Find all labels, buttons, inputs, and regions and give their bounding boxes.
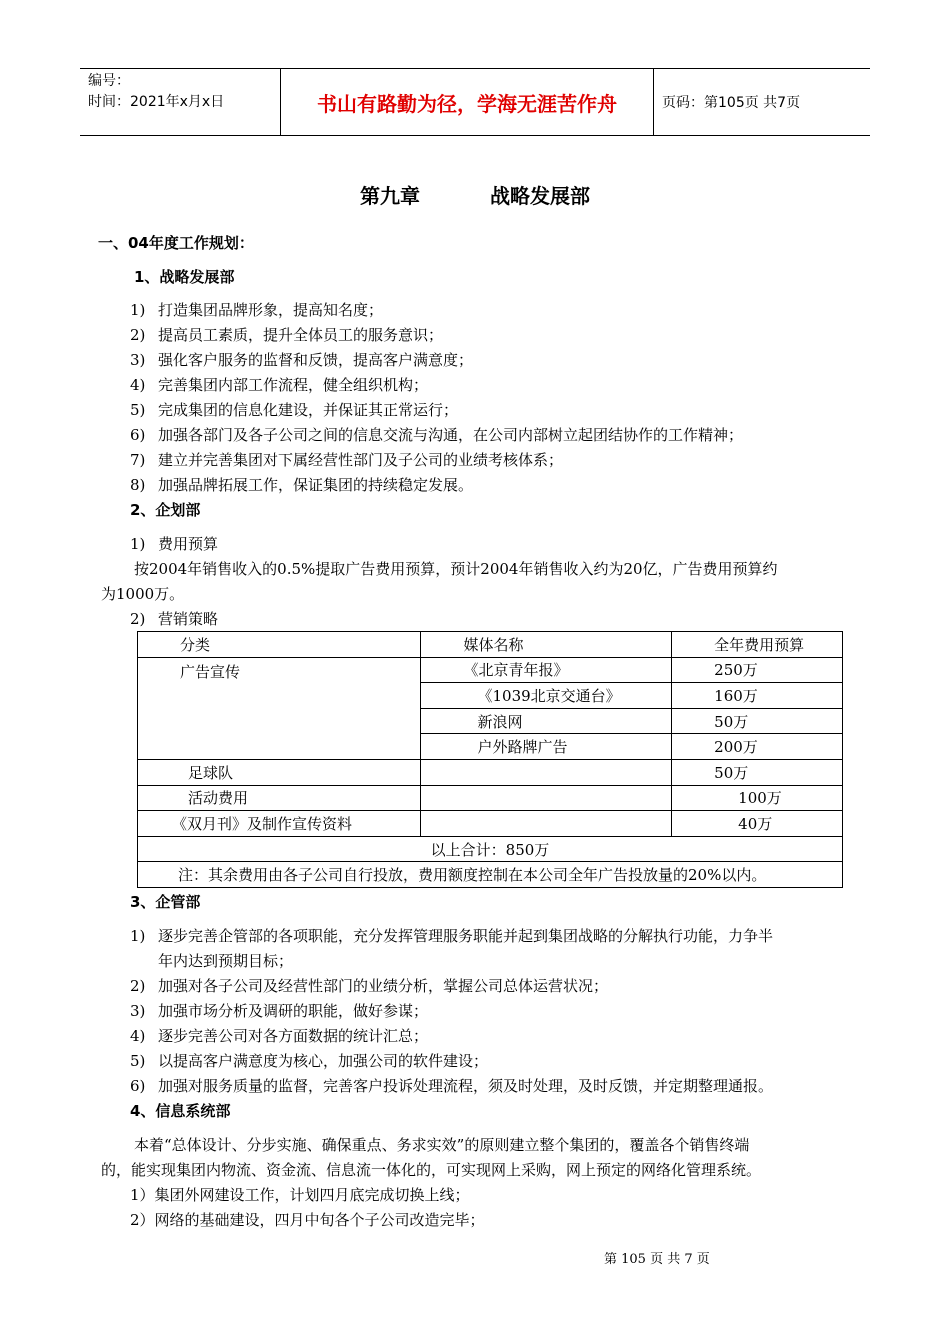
list-item: 3) 强化客户服务的监督和反馈，提高客户满意度； bbox=[130, 351, 474, 369]
table-cell-media: 《北京青年报》 bbox=[421, 657, 672, 683]
list-item: 5) 以提高客户满意度为核心，加强公司的软件建设； bbox=[130, 1052, 489, 1070]
list-item: 2）网络的基础建设，四月中旬各个子公司改造完毕； bbox=[130, 1211, 485, 1229]
chapter-number: 第九章 bbox=[360, 184, 420, 208]
paragraph-line: 为1000万。 bbox=[101, 585, 185, 603]
table-note: 注：其余费用由各子公司自行投放，费用额度控制在本公司全年广告投放量的20%以内。 bbox=[138, 862, 843, 888]
header-number: 编号： bbox=[88, 73, 130, 89]
table-cell-budget: 40万 bbox=[672, 811, 843, 837]
table-cell-media: 《1039北京交通台》 bbox=[421, 683, 672, 709]
table-cell-media bbox=[421, 785, 672, 811]
list-item: 1) 打造集团品牌形象，提高知名度； bbox=[130, 301, 384, 319]
list-item: 2) 加强对各子公司及经营性部门的业绩分析，掌握公司总体运营状况； bbox=[130, 977, 609, 995]
table-cell-budget: 200万 bbox=[672, 734, 843, 760]
paragraph-line: 的，能实现集团内物流、资金流、信息流一体化的，可实现网上采购，网上预定的网络化管理系统。 bbox=[101, 1161, 762, 1179]
header-meta bbox=[80, 69, 281, 135]
budget-table bbox=[137, 631, 843, 888]
table-cell-media: 新浪网 bbox=[421, 708, 672, 734]
header-motto: 书山有路勤为径，学海无涯苦作舟 bbox=[281, 69, 654, 135]
table-header: 全年费用预算 bbox=[672, 632, 843, 658]
table-cell-budget: 160万 bbox=[672, 683, 843, 709]
list-item: 6) 加强各部门及各子公司之间的信息交流与沟通，在公司内部树立起团结协作的工作精神； bbox=[130, 426, 744, 444]
list-item: 2) 营销策略 bbox=[130, 610, 219, 628]
table-total-row bbox=[138, 836, 843, 862]
list-item: 7) 建立并完善集团对下属经营性部门及子公司的业绩考核体系； bbox=[130, 451, 564, 469]
list-item: 1）集团外网建设工作，计划四月底完成切换上线； bbox=[130, 1186, 470, 1204]
header-page-info: 页码：第105页 共7页 bbox=[662, 95, 801, 111]
subsection-title-management: 3、企管部 bbox=[130, 893, 201, 911]
paragraph-line: 按2004年销售收入的0.5%提取广告费用预算，预计2004年销售收入约为20亿，广告费用预算约 bbox=[134, 560, 778, 578]
list-item: 1) 逐步完善企管部的各项职能，充分发挥管理服务职能并起到集团战略的分解执行功能，力争半 bbox=[130, 927, 774, 945]
list-item: 4) 完善集团内部工作流程，健全组织机构； bbox=[130, 376, 429, 394]
subsection-title-planning: 2、企划部 bbox=[130, 501, 201, 519]
list-item: 6) 加强对服务质量的监督，完善客户投诉处理流程，须及时处理，及时反馈，并定期整理通报。 bbox=[130, 1077, 774, 1095]
list-item: 5) 完成集团的信息化建设，并保证其正常运行； bbox=[130, 401, 459, 419]
list-item: 2) 提高员工素质，提升全体员工的服务意识； bbox=[130, 326, 444, 344]
header-time: 时间：2021年x月x日 bbox=[88, 94, 225, 110]
chapter-name: 战略发展部 bbox=[490, 184, 590, 208]
table-cell-budget: 50万 bbox=[672, 759, 843, 785]
table-header: 分类 bbox=[138, 632, 421, 658]
table-cell-media: 户外路牌广告 bbox=[421, 734, 672, 760]
table-row bbox=[138, 785, 843, 811]
subsection-title-strategy: 1、战略发展部 bbox=[134, 268, 235, 286]
list-item: 8) 加强品牌拓展工作，保证集团的持续稳定发展。 bbox=[130, 476, 474, 494]
table-cell-budget: 100万 bbox=[672, 785, 843, 811]
table-cell-budget: 250万 bbox=[672, 657, 843, 683]
list-item-continuation: 年内达到预期目标； bbox=[158, 952, 294, 970]
list-item: 4) 逐步完善公司对各方面数据的统计汇总； bbox=[130, 1027, 429, 1045]
table-header-row bbox=[138, 632, 843, 658]
list-item: 1) 费用预算 bbox=[130, 535, 219, 553]
table-note-row bbox=[138, 862, 843, 888]
table-total: 以上合计：850万 bbox=[138, 836, 843, 862]
table-cell-category: 广告宣传 bbox=[138, 657, 421, 759]
table-row bbox=[138, 759, 843, 785]
paragraph-line: 本着“总体设计、分步实施、确保重点、务求实效”的原则建立整个集团的，覆盖各个销售终端 bbox=[134, 1136, 750, 1154]
table-cell-category: 《双月刊》及制作宣传资料 bbox=[138, 811, 421, 837]
page-header bbox=[80, 68, 870, 136]
table-cell-category: 足球队 bbox=[138, 759, 421, 785]
table-row bbox=[138, 811, 843, 837]
table-row bbox=[138, 657, 843, 683]
table-cell-media bbox=[421, 759, 672, 785]
table-cell-media bbox=[421, 811, 672, 837]
table-cell-budget: 50万 bbox=[672, 708, 843, 734]
table-header: 媒体名称 bbox=[421, 632, 672, 658]
page-footer: 第 105 页 共 7 页 bbox=[604, 1252, 710, 1267]
list-item: 3) 加强市场分析及调研的职能，做好参谋； bbox=[130, 1002, 429, 1020]
chapter-title bbox=[0, 180, 950, 209]
subsection-title-it: 4、信息系统部 bbox=[130, 1102, 231, 1120]
section-title: 一、04年度工作规划： bbox=[98, 234, 254, 252]
table-cell-category: 活动费用 bbox=[138, 785, 421, 811]
